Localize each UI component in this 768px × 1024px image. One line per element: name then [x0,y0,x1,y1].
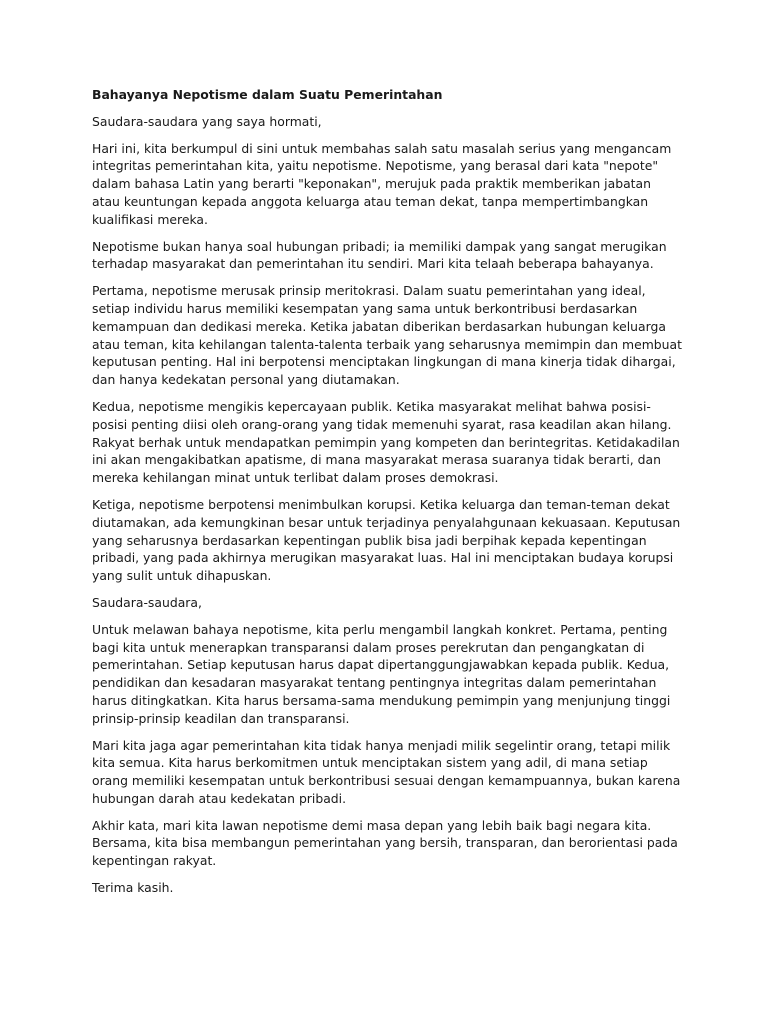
paragraph-closing: Akhir kata, mari kita lawan nepotisme demi masa depan yang lebih baik bagi negara kita. Bersama, kita bisa membangun pemerintahan yang bersih, transparan, dan berorientasi pada kepentingan rakyat. [92,817,678,869]
document-page [92,86,682,906]
paragraph-greeting: Saudara-saudara yang saya hormati, [92,113,322,129]
paragraph-first-danger: Pertama, nepotisme merusak prinsip meritokrasi. Dalam suatu pemerintahan yang ideal, setiap individu harus memiliki kesempatan yang sama untuk berkontribusi berdasarkan kemampuan dan dedikasi mereka. Ketika jabatan diberikan berdasarkan hubungan keluarga atau teman, kita kehilangan talenta-talenta terbaik yang seharusnya memimpin dan membuat keputusan penting. Hal ini berpotensi menciptakan lingkungan di mana kinerja tidak dihargai, dan hanya kedekatan personal yang diutamakan. [92,283,682,388]
paragraph-address: Saudara-saudara, [92,594,202,610]
paragraph-intro: Hari ini, kita berkumpul di sini untuk membahas salah satu masalah serius yang mengancam integritas pemerintahan kita, yaitu nepotisme. Nepotisme, yang berasal dari kata "nepote" dalam bahasa Latin yang berarti "keponakan", merujuk pada praktik memberikan jabatan atau keuntungan kepada anggota keluarga atau teman dekat, tanpa mempertimbangkan kualifikasi mereka. [92,140,672,227]
paragraph-third-danger: Ketiga, nepotisme berpotensi menimbulkan korupsi. Ketika keluarga dan teman-teman dekat diutamakan, ada kemungkinan besar untuk terjadinya penyalahgunaan kekuasaan. Keputusan yang seharusnya berdasarkan kepentingan publik bisa jadi berpihak kepada kepentingan pribadi, yang pada akhirnya merugikan masyarakat luas. Hal ini menciptakan budaya korupsi yang sulit untuk dihapuskan. [92,496,681,584]
paragraph-solutions: Untuk melawan bahaya nepotisme, kita perlu mengambil langkah konkret. Pertama, penting bagi kita untuk menerapkan transparansi dalam proses perekrutan dan pengangkatan di pemerintahan. Setiap keputusan harus dapat dipertanggungjawabkan kepada publik. Kedua, pendidikan dan kesadaran masyarakat tentang pentingnya integritas dalam pemerintahan harus ditingkatkan. Kita harus bersama-sama mendukung pemimpin yang menjunjung tinggi prinsip-prinsip keadilan dan transparansi. [92,621,671,726]
paragraph-commitment: Mari kita jaga agar pemerintahan kita tidak hanya menjadi milik segelintir orang, tetapi milik kita semua. Kita harus berkomitmen untuk menciptakan sistem yang adil, di mana setiap orang memiliki kesempatan untuk berkontribusi sesuai dengan kemampuannya, bukan karena hubungan darah atau kedekatan pribadi. [92,737,681,806]
paragraph-thanks: Terima kasih. [92,880,174,896]
document-title: Bahayanya Nepotisme dalam Suatu Pemerintahan [92,87,443,102]
paragraph-impact: Nepotisme bukan hanya soal hubungan pribadi; ia memiliki dampak yang sangat merugikan terhadap masyarakat dan pemerintahan itu sendiri. Mari kita telaah beberapa bahayanya. [92,238,667,272]
paragraph-second-danger: Kedua, nepotisme mengikis kepercayaan publik. Ketika masyarakat melihat bahwa posisi-posisi penting diisi oleh orang-orang yang tidak memenuhi syarat, rasa keadilan akan hilang. Rakyat berhak untuk mendapatkan pemimpin yang kompeten dan berintegritas. Ketidakadilan ini akan mengakibatkan apatisme, di mana masyarakat merasa suaranya tidak berarti, dan mereka kehilangan minat untuk terlibat dalam proses demokrasi. [92,398,680,486]
